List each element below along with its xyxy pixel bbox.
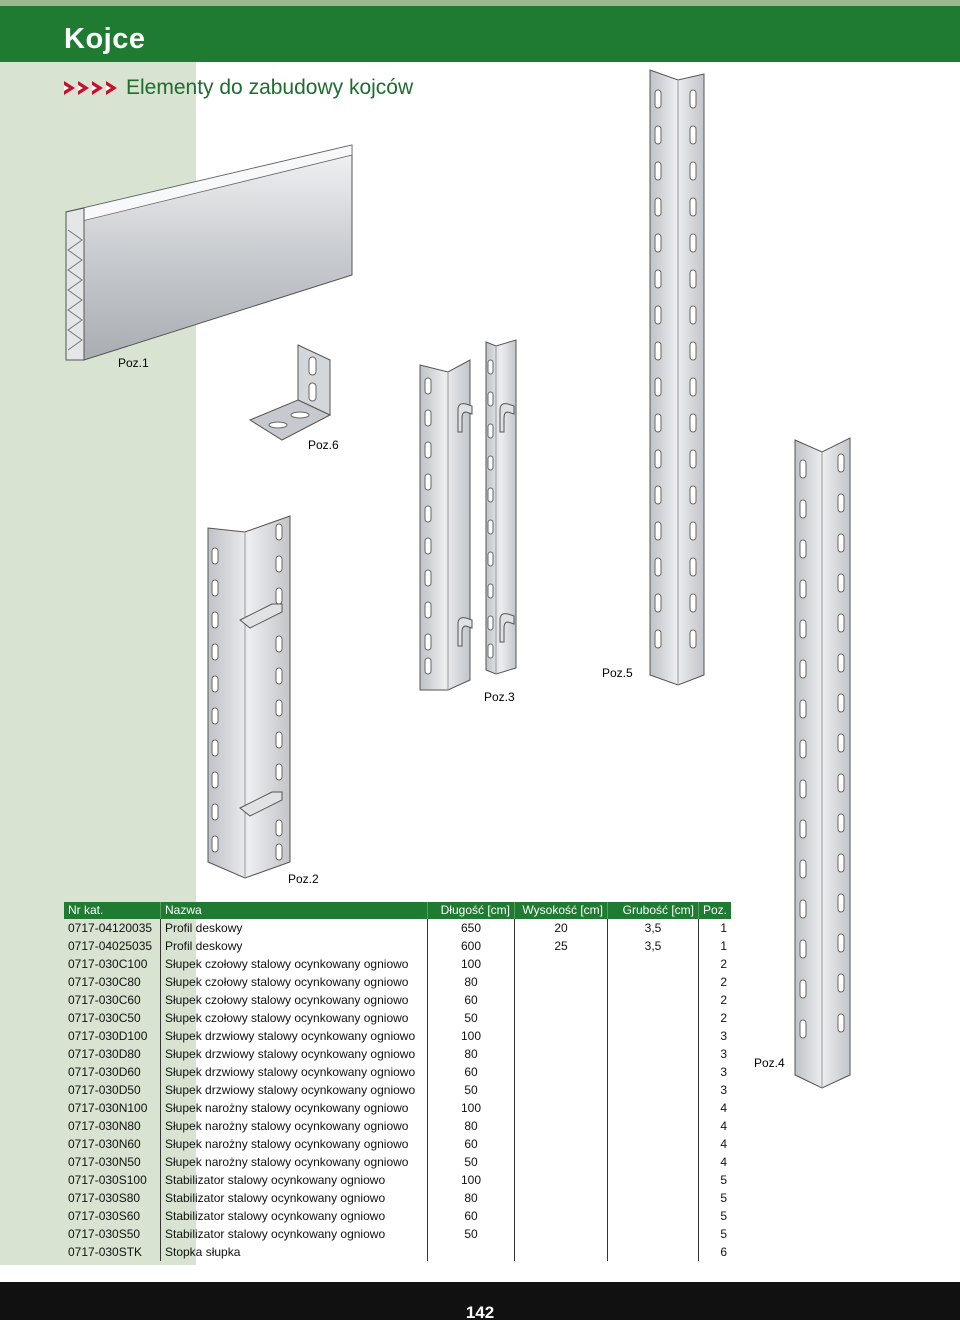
table-row [64,1117,731,1135]
table-row [64,1009,731,1027]
table-row [64,1153,731,1171]
cell-height [515,1081,608,1099]
cell-length: 80 [428,1117,515,1135]
cell-catalog-number: 0717-030N50 [64,1153,161,1171]
cell-height [515,1207,608,1225]
cell-length: 600 [428,937,515,955]
cell-catalog-number: 0717-030N60 [64,1135,161,1153]
cell-position: 5 [720,1209,728,1223]
header-grubosc: Grubość [cm] [608,902,699,919]
cell-thickness [608,1027,699,1045]
position-label-4: Poz.4 [754,1056,785,1070]
position-label-1: Poz.1 [118,356,149,370]
cell-catalog-number: 0717-030D100 [64,1027,161,1045]
cell-length: 100 [428,1171,515,1189]
cell-name: Słupek czołowy stalowy ocynkowany ogniowo [161,973,428,991]
cell-length: 60 [428,1135,515,1153]
cell-catalog-number: 0717-030C80 [64,973,161,991]
cell-position: 4 [720,1137,728,1151]
cell-name: Stabilizator stalowy ocynkowany ogniowo [161,1207,428,1225]
cell-name: Słupek czołowy stalowy ocynkowany ogniowo [161,1009,428,1027]
cell-position: 2 [720,993,728,1007]
position-label-5: Poz.5 [602,666,633,680]
cell-catalog-number: 0717-04120035 [64,919,161,937]
cell-length: 100 [428,955,515,973]
cell-length [428,1243,515,1261]
cell-position: 5 [720,1173,728,1187]
cell-height [515,1135,608,1153]
header-nazwa: Nazwa [161,902,428,919]
cell-thickness [608,1009,699,1027]
cell-name: Słupek drzwiowy stalowy ocynkowany ogniowo [161,1081,428,1099]
post-foot-bracket-illustration [250,345,330,440]
cell-height [515,991,608,1009]
table-row [64,1081,731,1099]
cell-length: 50 [428,1225,515,1243]
cell-catalog-number: 0717-030N80 [64,1117,161,1135]
cell-position: 4 [720,1119,728,1133]
cell-position: 6 [720,1245,728,1259]
cell-position: 1 [720,939,728,953]
cell-name: Stabilizator stalowy ocynkowany ogniowo [161,1189,428,1207]
table-row [64,991,731,1009]
cell-thickness [608,1171,699,1189]
cell-length: 60 [428,991,515,1009]
cell-position: 2 [720,975,728,989]
table-row [64,919,731,937]
table-body [64,919,731,1261]
cell-length: 80 [428,1045,515,1063]
position-label-3: Poz.3 [484,690,515,704]
corner-post-illustration [795,438,850,1088]
cell-name: Stabilizator stalowy ocynkowany ogniowo [161,1225,428,1243]
cell-height [515,955,608,973]
cell-thickness [608,1153,699,1171]
cell-height [515,1063,608,1081]
cell-height [515,1117,608,1135]
cell-catalog-number: 0717-030S60 [64,1207,161,1225]
cell-name: Słupek narożny stalowy ocynkowany ogniowo [161,1099,428,1117]
cell-name: Słupek czołowy stalowy ocynkowany ogniowo [161,991,428,1009]
cell-height [515,1189,608,1207]
cell-thickness [608,1045,699,1063]
cell-catalog-number: 0717-030C60 [64,991,161,1009]
cell-height [515,1153,608,1171]
cell-catalog-number: 0717-030D60 [64,1063,161,1081]
cell-thickness [608,1135,699,1153]
cell-length: 50 [428,1081,515,1099]
section-title: Elementy do zabudowy kojców [126,76,414,99]
cell-thickness [608,1063,699,1081]
table-row [64,1189,731,1207]
cell-position: 5 [720,1227,728,1241]
position-label-6: Poz.6 [308,438,339,452]
cell-position: 3 [720,1029,728,1043]
cell-thickness [608,973,699,991]
catalog-table-wrapper [64,902,731,1261]
header-nr-kat: Nr kat. [64,902,161,919]
header-wysokosc: Wysokość [cm] [515,902,608,919]
table-row [64,1045,731,1063]
cell-name: Słupek drzwiowy stalowy ocynkowany ogniowo [161,1027,428,1045]
cell-length: 80 [428,1189,515,1207]
cell-position: 5 [720,1191,728,1205]
cell-height [515,1045,608,1063]
cell-name: Profil deskowy [161,937,428,955]
cell-name: Stabilizator stalowy ocynkowany ogniowo [161,1171,428,1189]
cell-height [515,1009,608,1027]
table-row [64,937,731,955]
position-label-2: Poz.2 [288,872,319,886]
table-row [64,1135,731,1153]
cell-length: 60 [428,1207,515,1225]
table-row [64,1099,731,1117]
cell-thickness [608,1189,699,1207]
cell-length: 650 [428,919,515,937]
table-row [64,1027,731,1045]
cell-name: Słupek narożny stalowy ocynkowany ogniowo [161,1117,428,1135]
cell-height [515,1099,608,1117]
cell-catalog-number: 0717-030S50 [64,1225,161,1243]
cell-position: 4 [720,1155,728,1169]
cell-name: Słupek czołowy stalowy ocynkowany ogniowo [161,955,428,973]
cell-catalog-number: 0717-030STK [64,1243,161,1261]
front-post-illustration [208,516,290,878]
header-poz: Poz. [699,902,732,919]
cell-catalog-number: 0717-030C50 [64,1009,161,1027]
cell-thickness [608,1243,699,1261]
cell-height [515,1027,608,1045]
table-row [64,955,731,973]
cell-name: Stopka słupka [161,1243,428,1261]
cell-name: Słupek drzwiowy stalowy ocynkowany ogniowo [161,1045,428,1063]
table-row [64,1207,731,1225]
cell-height [515,1225,608,1243]
cell-length: 100 [428,1099,515,1117]
cell-thickness [608,1099,699,1117]
cell-height: 20 [515,919,608,937]
cell-position: 2 [720,1011,728,1025]
cell-thickness [608,1225,699,1243]
catalog-table [64,902,731,1261]
cell-length: 50 [428,1009,515,1027]
cell-position: 3 [720,1047,728,1061]
cell-thickness: 3,5 [608,919,699,937]
cell-height [515,973,608,991]
cell-length: 100 [428,1027,515,1045]
cell-name: Słupek narożny stalowy ocynkowany ogniowo [161,1153,428,1171]
cell-height: 25 [515,937,608,955]
table-row [64,1063,731,1081]
cell-length: 80 [428,973,515,991]
cell-thickness [608,1081,699,1099]
cell-catalog-number: 0717-030D80 [64,1045,161,1063]
cell-position: 1 [720,921,728,935]
table-row [64,1225,731,1243]
cell-thickness: 3,5 [608,937,699,955]
cell-position: 4 [720,1101,728,1115]
cell-catalog-number: 0717-030S80 [64,1189,161,1207]
cell-position: 3 [720,1083,728,1097]
table-row [64,1171,731,1189]
cell-catalog-number: 0717-04025035 [64,937,161,955]
cell-height [515,1243,608,1261]
cell-position: 2 [720,957,728,971]
cell-length: 50 [428,1153,515,1171]
cell-name: Słupek narożny stalowy ocynkowany ogniowo [161,1135,428,1153]
cell-catalog-number: 0717-030S100 [64,1171,161,1189]
cell-thickness [608,991,699,1009]
table-row [64,1243,731,1261]
cell-name: Profil deskowy [161,919,428,937]
cell-thickness [608,1117,699,1135]
door-post-illustration [420,340,516,690]
cell-catalog-number: 0717-030D50 [64,1081,161,1099]
cell-thickness [608,1207,699,1225]
cell-catalog-number: 0717-030N100 [64,1099,161,1117]
cell-name: Słupek drzwiowy stalowy ocynkowany ogniowo [161,1063,428,1081]
header-dlugosc: Długość [cm] [428,902,515,919]
cell-thickness [608,955,699,973]
page-number: 142 [465,1303,495,1322]
board-profile-illustration [66,145,352,360]
cell-position: 3 [720,1065,728,1079]
cell-height [515,1171,608,1189]
stabilizer-illustration [650,70,704,685]
cell-catalog-number: 0717-030C100 [64,955,161,973]
table-row [64,973,731,991]
cell-length: 60 [428,1063,515,1081]
table-header-row [64,902,731,919]
page-title: Kojce [64,23,146,55]
